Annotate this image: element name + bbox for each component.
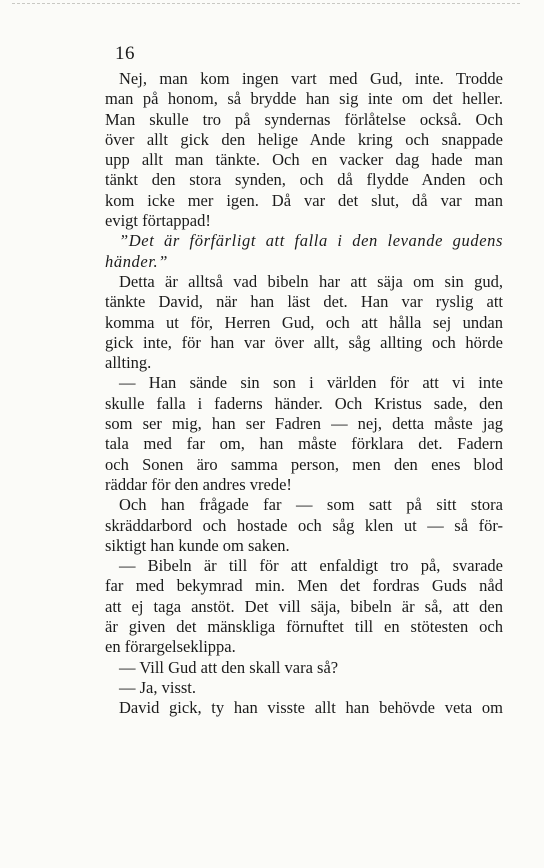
page-number: 16 (115, 43, 135, 64)
text-line: Nej, man kom ingen vart med Gud, inte. Trodde (119, 69, 503, 88)
text-line: evigt förtappad! (105, 211, 211, 231)
text-line: är given det mänskliga förnuftet till en stötesten och (105, 617, 503, 637)
text-line: upp allt man tänkte. Och en vacker dag hade man (105, 150, 503, 170)
body-text (105, 69, 503, 719)
text-line: skräddarbord och hostade och såg klen ut — så för- (105, 515, 503, 535)
text-line: komma ut för, Herren Gud, och att hålla sej undan (105, 312, 503, 332)
text-line: händer.” (105, 251, 169, 271)
text-line: — Han sände sin son i världen för att vi inte (119, 373, 503, 393)
text-line: tänkt den stora synden, och då flydde Anden och (105, 170, 503, 190)
text-line: allting. (105, 353, 152, 373)
text-line: — Ja, visst. (119, 677, 197, 697)
text-line: räddar för den andres vrede! (105, 474, 292, 494)
text-line: Och han frågade far — som satt på sitt stora (119, 495, 503, 515)
text-line: David gick, ty han visste allt han behövde veta om (119, 698, 503, 718)
text-line: siktigt han kunde om saken. (105, 535, 290, 555)
text-line: skulle falla i faderns händer. Och Kristus sade, den (105, 393, 503, 413)
text-line: tänkte David, när han läst det. Han var ryslig att (105, 292, 503, 312)
text-line: ”Det är förfärligt att falla i den levande gudens (119, 231, 503, 251)
text-line: en förargelseklippa. (105, 637, 236, 657)
text-line: tala med far om, han måste förklara det. Fadern (105, 434, 503, 454)
text-line: gick inte, för han var över allt, såg allting och hörde (105, 332, 503, 352)
text-line: och Sonen äro samma person, men den enes blod (105, 454, 503, 474)
text-line: över allt gick den helige Ande kring och snappade (105, 129, 503, 149)
text-line: att ej taga anstöt. Det vill säja, bibeln är så, att den (105, 596, 503, 616)
text-line: kom icke mer igen. Då var det slut, då var man (105, 190, 503, 210)
text-line: Man skulle tro på syndernas förlåtelse också. Och (105, 109, 503, 129)
text-line: — Vill Gud att den skall vara så? (119, 657, 339, 677)
text-line: som ser mig, han ser Fadren — nej, detta måste jag (105, 414, 503, 434)
text-line: — Bibeln är till för att enfaldigt tro på, svarade (119, 556, 503, 576)
text-line: far med bekymrad min. Men det fordras Guds nåd (105, 576, 503, 596)
text-line: man på honom, så brydde han sig inte om det heller. (105, 89, 503, 109)
text-line: Detta är alltså vad bibeln har att säja om sin gud, (119, 271, 503, 291)
